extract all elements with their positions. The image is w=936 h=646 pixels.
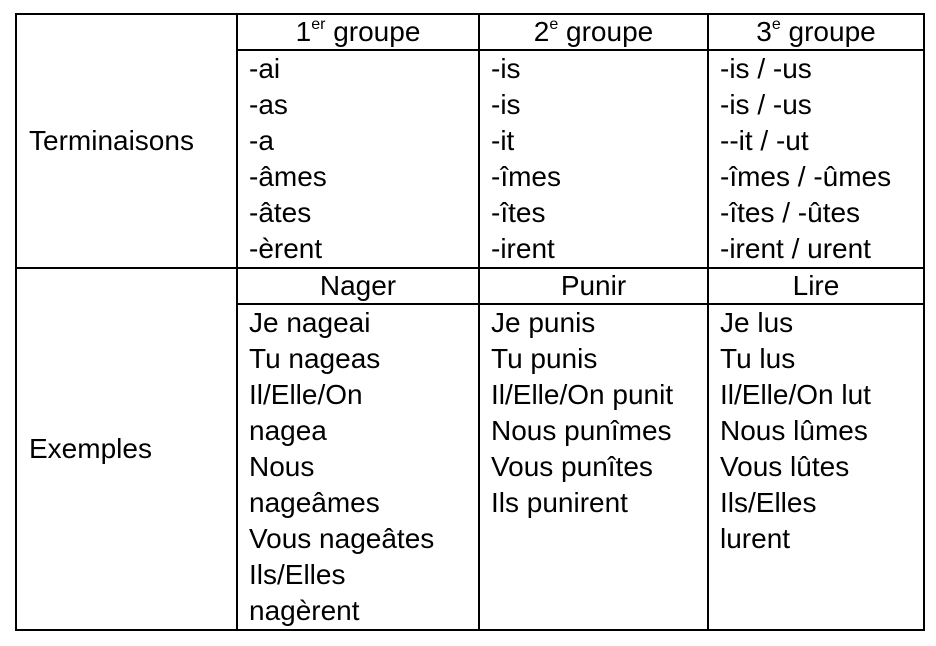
cell-line: -irent bbox=[491, 233, 555, 264]
cell-line: Vous punîtes bbox=[491, 451, 653, 482]
cell-line: Je nageai bbox=[249, 307, 371, 338]
cell-line: Il/Elle/On punit bbox=[491, 379, 674, 410]
cell-line: Il/Elle/On lut bbox=[720, 379, 871, 410]
cell-line: Ils/Elles bbox=[249, 559, 346, 590]
cell-line: -as bbox=[249, 89, 288, 120]
cell-line: -is / -us bbox=[720, 89, 812, 120]
group-word: groupe bbox=[780, 16, 876, 47]
group-superscript: e bbox=[549, 16, 559, 33]
verb-header-2: Punir bbox=[479, 268, 708, 304]
cell-line: Nous lûmes bbox=[720, 415, 868, 446]
exemples-cell-3 bbox=[708, 304, 924, 630]
cell-line: Tu nageas bbox=[249, 343, 381, 374]
cell-line: -âtes bbox=[249, 197, 312, 228]
terminaisons-cell-3 bbox=[708, 50, 924, 268]
cell-line: -âmes bbox=[249, 161, 327, 192]
verb-header-3: Lire bbox=[708, 268, 924, 304]
cell-line: -a bbox=[249, 125, 274, 156]
cell-line: --it / -ut bbox=[720, 125, 809, 156]
group-word: groupe bbox=[325, 16, 421, 47]
cell-line: -îtes bbox=[491, 197, 546, 228]
cell-line: Tu punis bbox=[491, 343, 598, 374]
group-number: 2 bbox=[533, 16, 550, 47]
cell-line: -èrent bbox=[249, 233, 323, 264]
cell-line: Je lus bbox=[720, 307, 794, 338]
cell-line: Il/Elle/On bbox=[249, 379, 363, 410]
terminaisons-cell-2 bbox=[479, 50, 708, 268]
cell-line: Vous nageâtes bbox=[249, 523, 435, 554]
group-header-3 bbox=[708, 14, 924, 50]
cell-line: -ai bbox=[249, 53, 281, 84]
group-number: 1 bbox=[295, 16, 312, 47]
cell-line: Tu lus bbox=[720, 343, 796, 374]
row-label-terminaisons: Terminaisons bbox=[16, 14, 237, 268]
cell-line: Nous bbox=[249, 451, 315, 482]
verb-header-row bbox=[16, 268, 924, 304]
group-superscript: e bbox=[771, 16, 781, 33]
group-superscript: er bbox=[311, 16, 326, 33]
exemples-cell-1 bbox=[237, 304, 479, 630]
cell-line: -îtes / -ûtes bbox=[720, 197, 861, 228]
cell-line: Ils punirent bbox=[491, 487, 628, 518]
cell-line: lurent bbox=[720, 523, 791, 554]
cell-line: nageâmes bbox=[249, 487, 380, 518]
cell-line: -îmes bbox=[491, 161, 561, 192]
cell-line: -irent / urent bbox=[720, 233, 871, 264]
cell-line: nagea bbox=[249, 415, 327, 446]
cell-line: -is / -us bbox=[720, 53, 812, 84]
group-header-2 bbox=[479, 14, 708, 50]
cell-line: Je punis bbox=[491, 307, 596, 338]
conjugation-table bbox=[15, 13, 925, 631]
group-header-row bbox=[16, 14, 924, 50]
group-header-1 bbox=[237, 14, 479, 50]
row-label-exemples: Exemples bbox=[16, 268, 237, 630]
cell-line: Ils/Elles bbox=[720, 487, 817, 518]
verb-header-1: Nager bbox=[237, 268, 479, 304]
cell-line: -it bbox=[491, 125, 515, 156]
cell-line: Vous lûtes bbox=[720, 451, 850, 482]
cell-line: -is bbox=[491, 89, 521, 120]
terminaisons-cell-1 bbox=[237, 50, 479, 268]
exemples-cell-2 bbox=[479, 304, 708, 630]
cell-line: -îmes / -ûmes bbox=[720, 161, 892, 192]
group-word: groupe bbox=[558, 16, 654, 47]
cell-line: -is bbox=[491, 53, 521, 84]
cell-line: nagèrent bbox=[249, 595, 360, 626]
cell-line: Nous punîmes bbox=[491, 415, 672, 446]
group-number: 3 bbox=[756, 16, 772, 47]
